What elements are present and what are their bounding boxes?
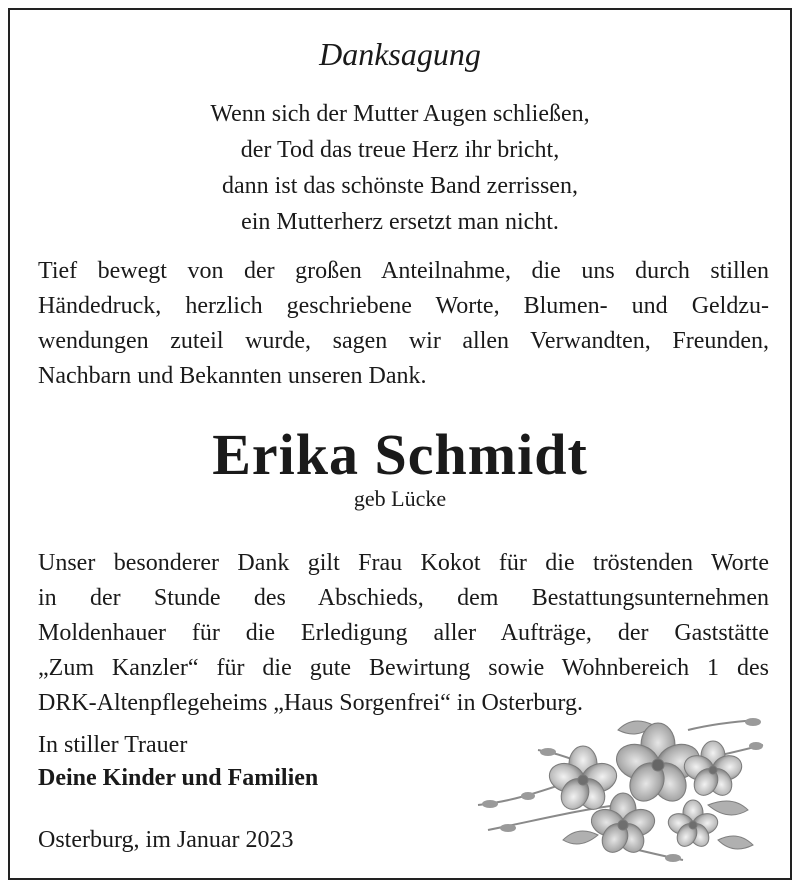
obituary-notice: [8, 8, 792, 880]
paragraph-line: wendungen zuteil wurde, sagen wir allen Verwandten, Freunden,: [38, 328, 769, 354]
deceased-name: Erika Schmidt: [212, 422, 588, 487]
paragraph-line: „Zum Kanzler“ für die gute Bewirtung sowie Wohnbereich 1 des: [38, 655, 769, 681]
maiden-name: geb Lücke: [353, 486, 447, 511]
flower-bouquet-icon: [468, 710, 768, 870]
paragraph-line: DRK-Altenpflegeheims „Haus Sorgenfrei“ in Osterburg.: [38, 690, 583, 716]
mourners: Deine Kinder und Familien: [38, 765, 319, 791]
poem: [10, 96, 790, 240]
poem-line: dann ist das schönste Band zerrissen,: [222, 173, 578, 199]
place-date: Osterburg, im Januar 2023: [38, 827, 294, 853]
notice-heading: Danksagung: [319, 36, 481, 72]
paragraph-line: Händedruck, herzlich geschriebene Worte, Blumen- und Geldzu-: [38, 293, 769, 319]
poem-line: Wenn sich der Mutter Augen schließen,: [210, 101, 590, 127]
thanks-paragraph: [38, 254, 769, 394]
poem-line: ein Mutterherz ersetzt man nicht.: [241, 209, 559, 235]
mourning-phrase: In stiller Trauer: [38, 732, 188, 758]
paragraph-line: Tief bewegt von der großen Anteilnahme, die uns durch stillen: [38, 258, 769, 284]
paragraph-line: Moldenhauer für die Erledigung aller Aufträge, der Gaststätte: [38, 620, 769, 646]
paragraph-line: Nachbarn und Bekannten unseren Dank.: [38, 363, 427, 389]
poem-line: der Tod das treue Herz ihr bricht,: [240, 137, 560, 163]
paragraph-line: Unser besonderer Dank gilt Frau Kokot für die tröstenden Worte: [38, 550, 769, 576]
special-thanks-paragraph: [38, 546, 769, 721]
paragraph-line: in der Stunde des Abschieds, dem Bestattungsunternehmen: [38, 585, 769, 611]
